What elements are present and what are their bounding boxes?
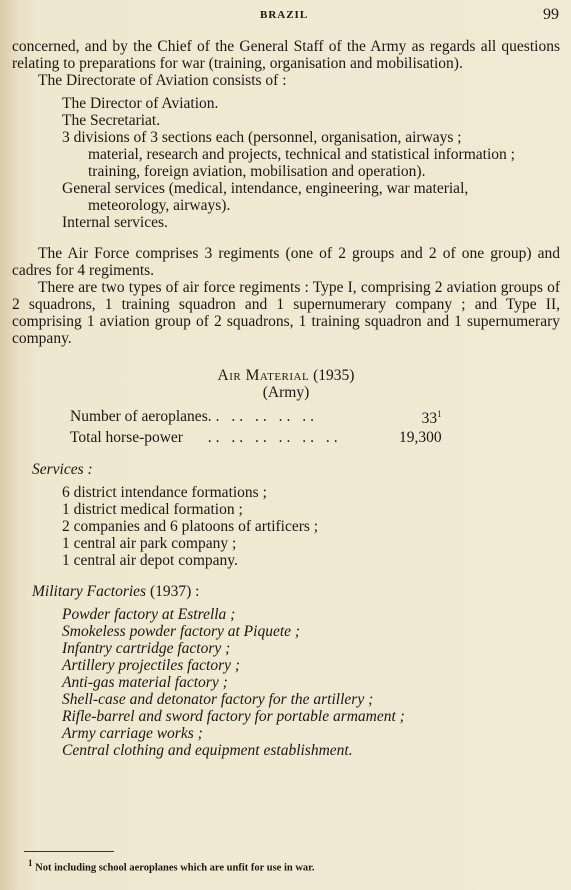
list-item: General services (medical, intendance, engineering, war material, meteorology, airways). <box>62 180 469 214</box>
list-item: 1 central air park company ; <box>62 535 237 553</box>
list-item: Rifle-barrel and sword factory for portable armament ; <box>62 708 405 726</box>
factories-heading: Military Factories (1937) : <box>32 583 200 601</box>
table-row: Number of aeroplanes .. .. .. .. .. $33^1$ <box>70 408 442 428</box>
list-item: 2 companies and 6 platoons of artificers ; <box>62 518 319 536</box>
air-material-table <box>70 405 442 447</box>
list-item: Anti-gas material factory ; <box>62 674 228 692</box>
services-list <box>12 484 560 569</box>
page-number: 99 <box>543 6 559 23</box>
air-force-paragraph: The Air Force comprises 3 regiments (one of 2 groups and 2 of one group) and cadres for 4 regiments. <box>12 245 560 279</box>
page-header <box>0 6 571 26</box>
list-item: Smokeless powder factory at Piquete ; <box>62 623 301 641</box>
list-item: Artillery projectiles factory ; <box>62 657 241 675</box>
factories-list <box>12 606 560 759</box>
list-item: 6 district intendance formations ; <box>62 484 267 502</box>
list-item: The Secretariat. <box>62 112 161 129</box>
list-item: 3 divisions of 3 sections each (personnel, organisation, airways ; material, research and projects, technical and statistical information ; training, foreign aviation, mobilisation and operation). <box>62 129 515 180</box>
list-item: 1 district medical formation ; <box>62 501 243 519</box>
footnote-marker: 1 <box>28 858 33 868</box>
intro-paragraph: concerned, and by the Chief of the General Staff of the Army as regards all questions relating to preparations for war (training, organisation and mobilisation). <box>12 38 560 72</box>
air-material-subtitle: (Army) <box>262 384 310 401</box>
footnote-marker: 1 <box>437 409 442 419</box>
body-text <box>12 38 560 759</box>
services-heading: Services : <box>32 461 93 479</box>
list-item: Army carriage works ; <box>62 725 203 743</box>
directorate-intro: The Directorate of Aviation consists of : <box>38 72 287 89</box>
list-item: The Director of Aviation. <box>62 95 219 112</box>
directorate-list <box>12 95 560 231</box>
air-material-title: Air Material (1935) <box>217 367 355 384</box>
running-title: BRAZIL <box>260 9 309 21</box>
list-item: Infantry cartridge factory ; <box>62 640 231 658</box>
footnote-divider <box>24 851 114 852</box>
list-item: Powder factory at Estrella ; <box>62 606 236 624</box>
footnote: $^1$ Not including school aeroplanes which are unfit for use in war. <box>28 858 315 874</box>
regiment-types-paragraph: There are two types of air force regiments : Type I, comprising 2 aviation groups of 2 squadrons, 1 training squadron and 1 supernumerary company ; and Type II, comprising 1 aviation group of 2 squadrons, 1 training squadron and 1 supernumerary company. <box>12 279 560 347</box>
list-item: Central clothing and equipment establishment. <box>62 742 353 760</box>
table-row: Total horse-power .. .. .. .. .. .. 19,300 <box>70 429 442 447</box>
list-item: Internal services. <box>62 214 168 231</box>
list-item: 1 central air depot company. <box>62 552 238 570</box>
list-item: Shell-case and detonator factory for the artillery ; <box>62 691 374 709</box>
